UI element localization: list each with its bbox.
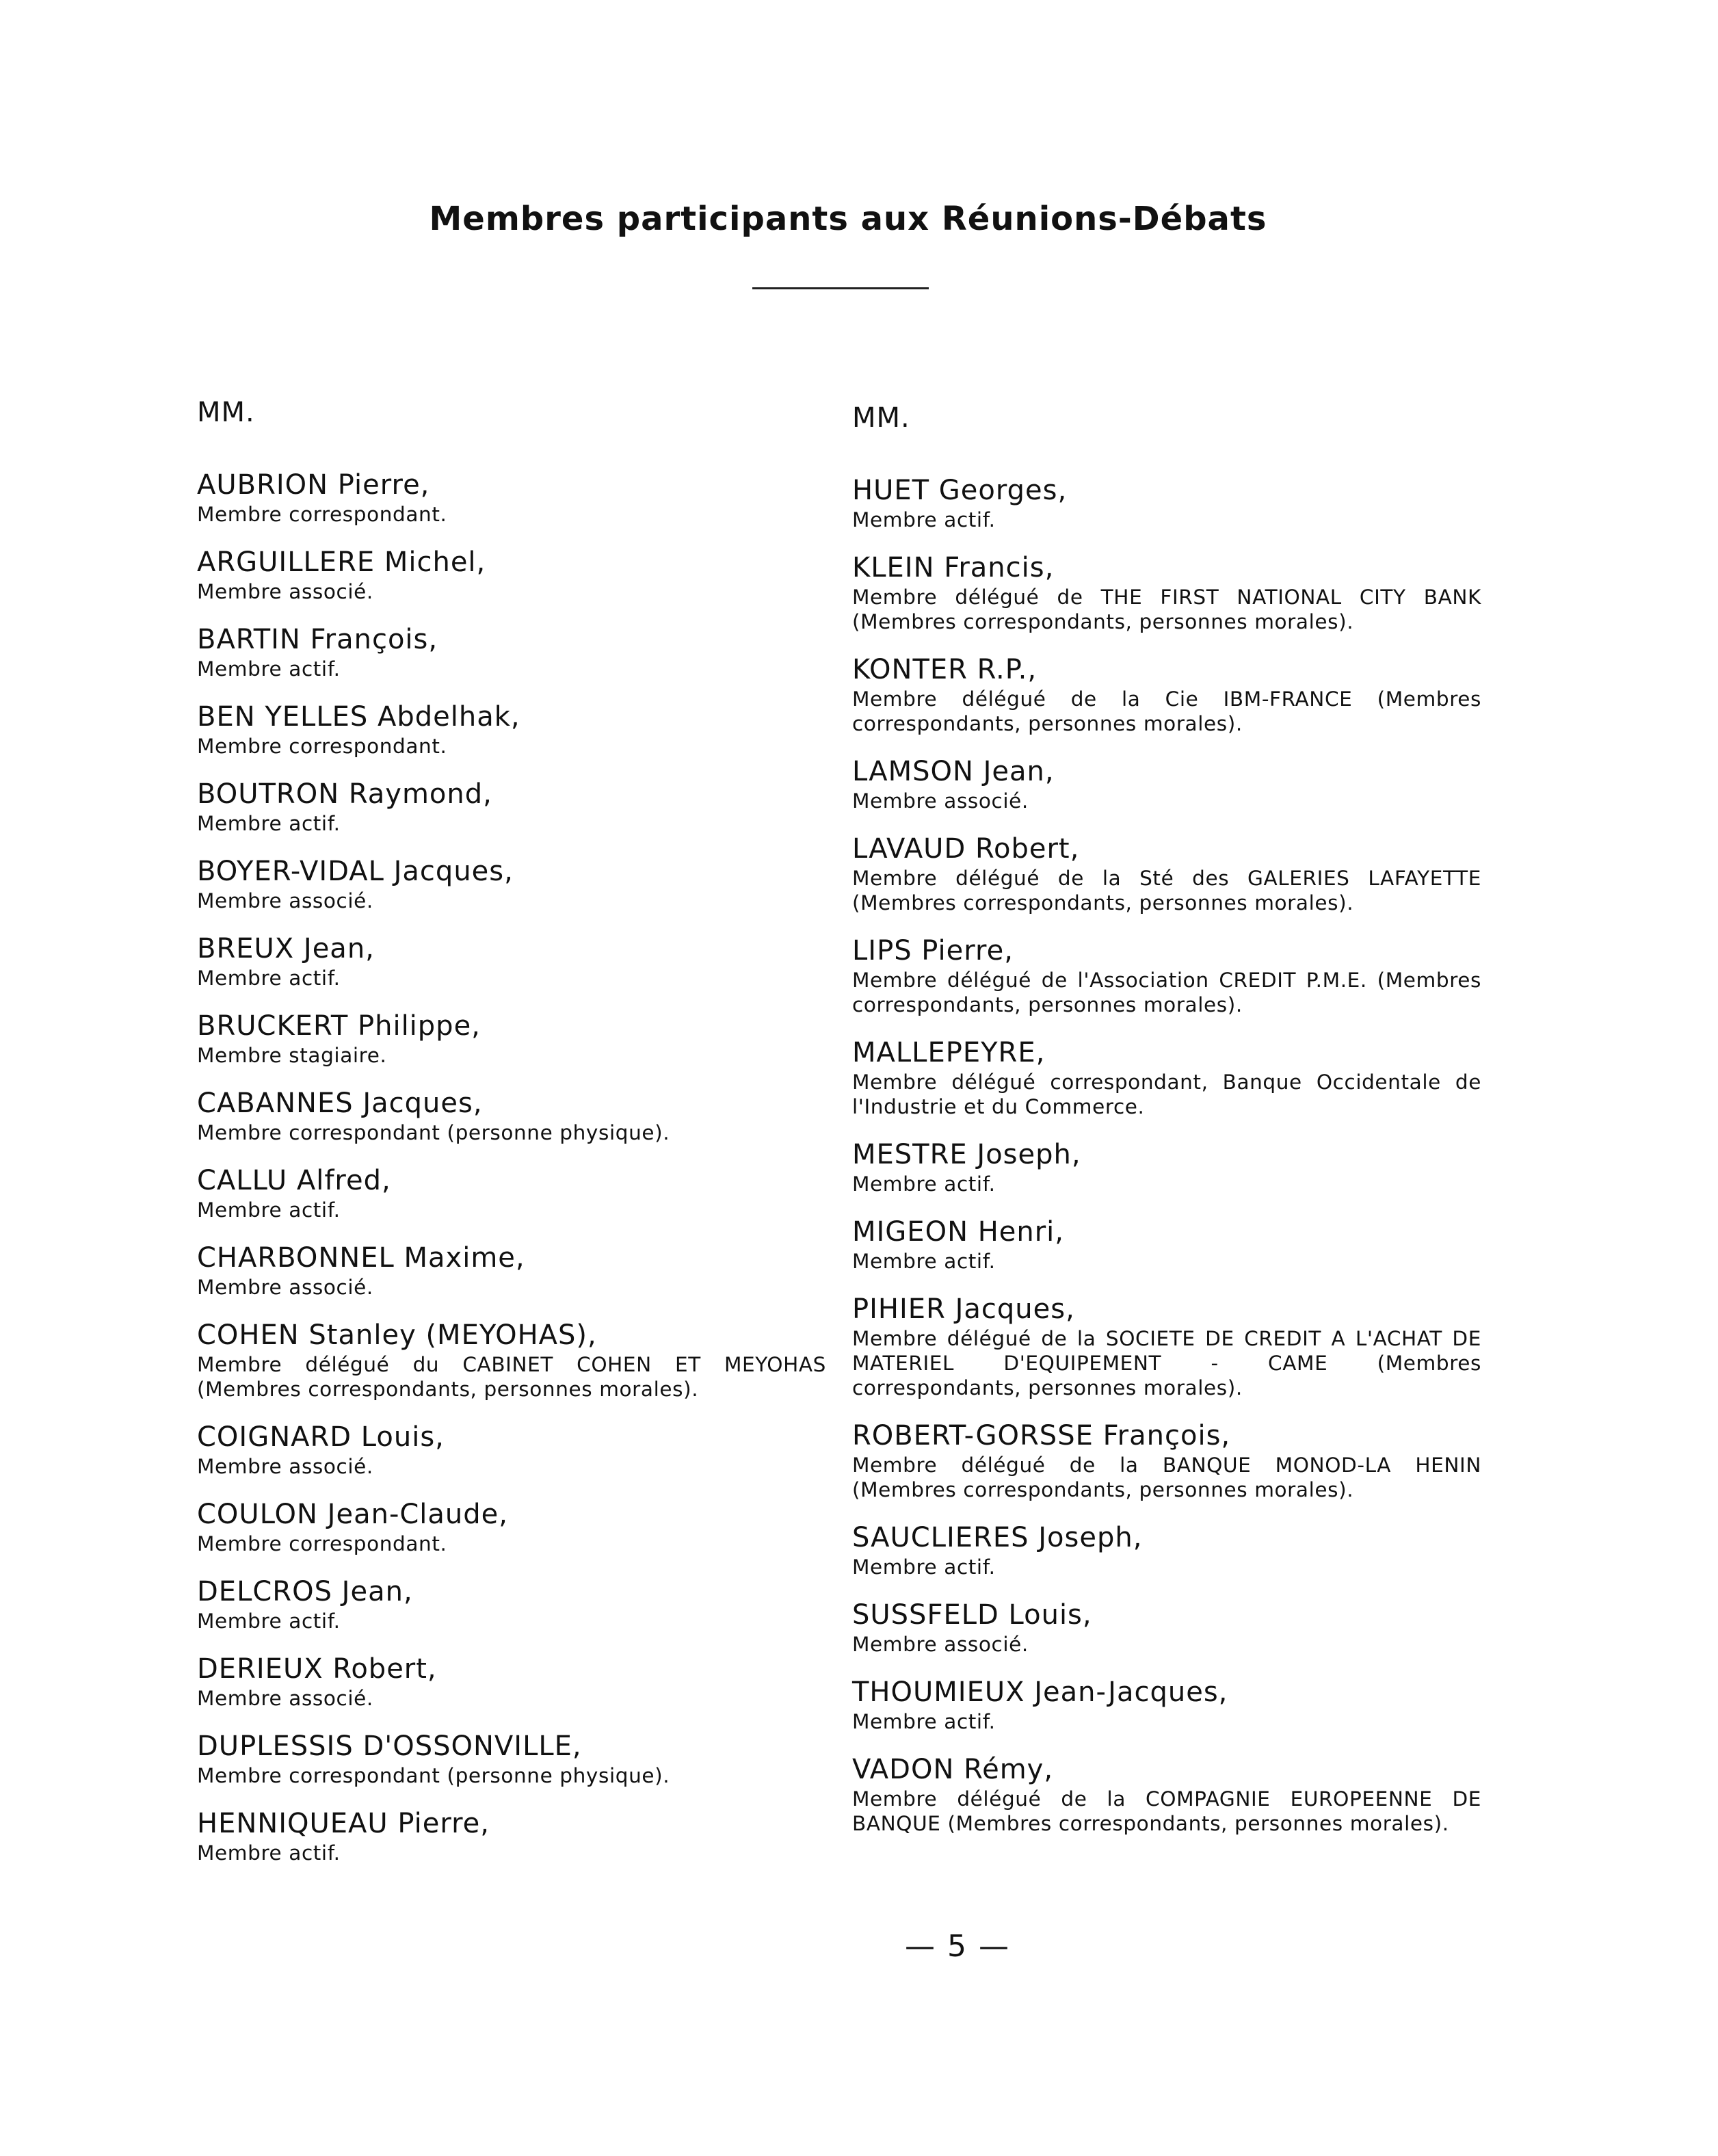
member-description: Membre délégué de la COMPAGNIE EUROPEENNE DE BANQUE (Membres correspondants, personnes morales).: [852, 1787, 1481, 1835]
member-name: SUSSFELD Louis,: [852, 1599, 1092, 1631]
member-name: ROBERT-GORSSE François,: [852, 1420, 1231, 1451]
title-divider: [752, 287, 929, 289]
member-name: DUPLESSIS D'OSSONVILLE,: [197, 1731, 582, 1762]
member-entry: [852, 754, 1481, 813]
member-description: Membre délégué de THE FIRST NATIONAL CITY BANK (Membres correspondants, personnes morales).: [852, 586, 1481, 633]
member-name: VADON Rémy,: [852, 1754, 1054, 1785]
member-description: Membre délégué du CABINET COHEN ET MEYOHAS (Membres correspondants, personnes morales).: [197, 1353, 826, 1401]
member-name: ARGUILLERE Michel,: [197, 547, 486, 578]
member-name: MALLEPEYRE,: [852, 1037, 1046, 1068]
member-entry: [852, 1521, 1481, 1579]
member-entry: [197, 1652, 826, 1711]
member-name: BRUCKERT Philippe,: [197, 1010, 481, 1042]
left-column: [197, 397, 826, 1884]
member-entry: [197, 700, 826, 759]
member-entry: [852, 832, 1481, 915]
member-name: HENNIQUEAU Pierre,: [197, 1808, 490, 1839]
member-description: Membre associé.: [197, 889, 373, 912]
member-name: BREUX Jean,: [197, 933, 375, 964]
member-entry: [197, 1806, 826, 1865]
member-description: Membre actif.: [197, 967, 341, 990]
member-list-left: [197, 468, 826, 1865]
member-entry: [197, 468, 826, 527]
member-description: Membre actif.: [197, 1609, 341, 1633]
member-entry: [197, 1318, 826, 1402]
member-description: Membre actif.: [852, 1555, 996, 1579]
member-entry: [197, 545, 826, 604]
member-entry: [852, 1752, 1481, 1836]
member-name: BOUTRON Raymond,: [197, 778, 492, 810]
member-description: Membre délégué de la Sté des GALERIES LAFAYETTE (Membres correspondants, personnes morales).: [852, 867, 1481, 915]
member-entry: [852, 1036, 1481, 1119]
member-entry: [197, 1420, 826, 1479]
member-entry: [852, 1419, 1481, 1502]
member-description: Membre délégué de la SOCIETE DE CREDIT A L'ACHAT DE MATERIEL D'EQUIPEMENT - CAME (Membres correspondants, personnes morales).: [852, 1327, 1481, 1399]
member-name: CHARBONNEL Maxime,: [197, 1242, 525, 1274]
member-name: COHEN Stanley (MEYOHAS),: [197, 1319, 597, 1351]
member-entry: [197, 777, 826, 836]
member-description: Membre correspondant.: [197, 735, 447, 758]
member-name: HUET Georges,: [852, 475, 1068, 506]
member-name: BEN YELLES Abdelhak,: [197, 701, 520, 733]
member-name: KLEIN Francis,: [852, 552, 1055, 583]
member-description: Membre correspondant.: [197, 1532, 447, 1555]
left-column-heading: MM.: [197, 397, 255, 428]
member-entry: [197, 854, 826, 913]
member-description: Membre actif.: [197, 657, 341, 681]
member-name: MIGEON Henri,: [852, 1216, 1065, 1248]
member-name: KONTER R.P.,: [852, 654, 1038, 685]
member-description: Membre délégué correspondant, Banque Occidentale de l'Industrie et du Commerce.: [852, 1070, 1481, 1118]
member-entry: [197, 1729, 826, 1788]
member-description: Membre associé.: [852, 789, 1029, 813]
member-name: DERIEUX Robert,: [197, 1653, 437, 1685]
member-name: LIPS Pierre,: [852, 935, 1014, 967]
member-list-right: [852, 473, 1481, 1836]
member-description: Membre correspondant (personne physique).: [197, 1764, 670, 1787]
member-description: Membre actif.: [197, 812, 341, 835]
member-name: CALLU Alfred,: [197, 1165, 391, 1196]
member-entry: [852, 1675, 1481, 1734]
member-name: COULON Jean-Claude,: [197, 1499, 508, 1530]
member-description: Membre associé.: [197, 1455, 373, 1478]
member-entry: [852, 473, 1481, 532]
member-entry: [852, 653, 1481, 736]
member-description: Membre associé.: [852, 1633, 1029, 1656]
member-name: BOYER-VIDAL Jacques,: [197, 856, 514, 887]
member-entry: [197, 932, 826, 990]
member-description: Membre correspondant.: [197, 503, 447, 526]
member-entry: [852, 1598, 1481, 1657]
member-description: Membre associé.: [197, 580, 373, 603]
member-description: Membre stagiaire.: [197, 1044, 387, 1067]
right-column-heading: MM.: [852, 402, 910, 434]
member-entry: [197, 1086, 826, 1145]
member-name: BARTIN François,: [197, 624, 438, 655]
member-name: PIHIER Jacques,: [852, 1293, 1075, 1325]
member-entry: [852, 934, 1481, 1017]
member-description: Membre correspondant (personne physique).: [197, 1121, 670, 1144]
member-entry: [852, 1138, 1481, 1196]
member-description: Membre actif.: [852, 508, 996, 531]
member-description: Membre actif.: [197, 1841, 341, 1865]
member-name: CABANNES Jacques,: [197, 1088, 483, 1119]
member-entry: [197, 1241, 826, 1300]
member-entry: [852, 1215, 1481, 1274]
member-description: Membre associé.: [197, 1276, 373, 1299]
member-name: LAMSON Jean,: [852, 756, 1055, 787]
member-entry: [197, 1575, 826, 1633]
member-name: THOUMIEUX Jean-Jacques,: [852, 1677, 1228, 1708]
member-entry: [852, 551, 1481, 634]
member-entry: [197, 1164, 826, 1222]
member-description: Membre actif.: [852, 1710, 996, 1733]
member-entry: [197, 1009, 826, 1068]
member-entry: [197, 1497, 826, 1556]
member-name: AUBRION Pierre,: [197, 469, 430, 501]
page-number: — 5 —: [905, 1929, 1010, 1964]
member-entry: [197, 622, 826, 681]
member-description: Membre délégué de l'Association CREDIT P.M.E. (Membres correspondants, personnes morales).: [852, 969, 1481, 1016]
member-name: MESTRE Joseph,: [852, 1139, 1081, 1170]
member-name: LAVAUD Robert,: [852, 833, 1080, 865]
member-description: Membre actif.: [852, 1172, 996, 1196]
member-name: DELCROS Jean,: [197, 1576, 413, 1607]
member-description: Membre délégué de la BANQUE MONOD-LA HENIN (Membres correspondants, personnes morales).: [852, 1454, 1481, 1501]
member-description: Membre associé.: [197, 1687, 373, 1710]
member-entry: [852, 1292, 1481, 1400]
member-name: COIGNARD Louis,: [197, 1421, 445, 1453]
member-description: Membre actif.: [197, 1198, 341, 1222]
page-title: Membres participants aux Réunions-Débats: [429, 200, 1267, 238]
member-description: Membre actif.: [852, 1250, 996, 1273]
right-column: [852, 402, 1481, 1854]
member-description: Membre délégué de la Cie IBM-FRANCE (Membres correspondants, personnes morales).: [852, 687, 1481, 735]
member-name: SAUCLIERES Joseph,: [852, 1522, 1143, 1553]
